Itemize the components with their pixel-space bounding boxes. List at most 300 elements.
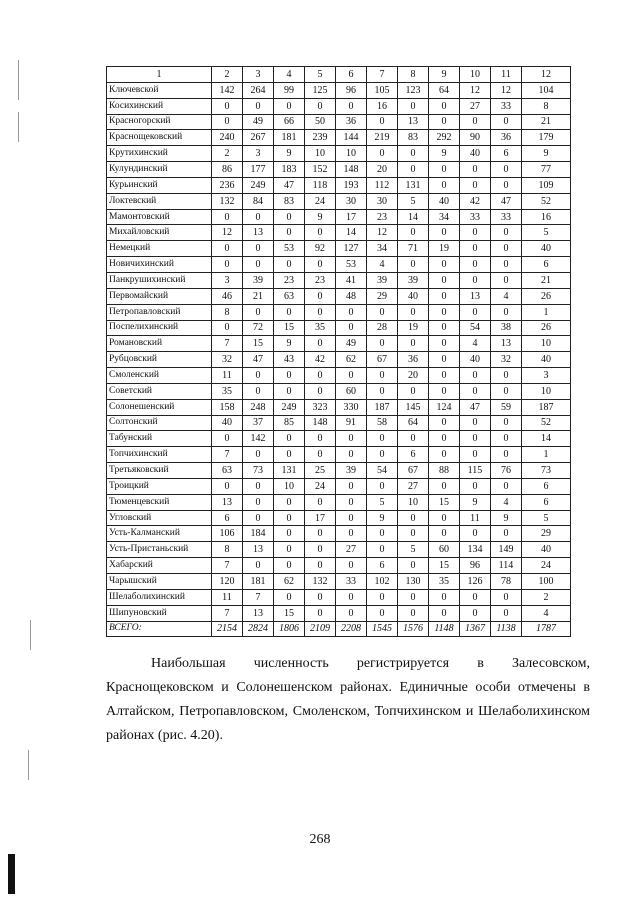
- count-cell: 0: [398, 383, 429, 399]
- count-cell: 12: [367, 225, 398, 241]
- count-cell: 0: [243, 209, 274, 225]
- district-name: Романовский: [107, 336, 212, 352]
- district-name: Хабарский: [107, 558, 212, 574]
- table-row: [107, 336, 571, 352]
- table-row: [107, 162, 571, 178]
- count-cell: 91: [336, 415, 367, 431]
- count-cell: 0: [491, 447, 522, 463]
- count-cell: 0: [460, 605, 491, 621]
- count-cell: 0: [305, 605, 336, 621]
- count-cell: 0: [460, 368, 491, 384]
- table-row: [107, 114, 571, 130]
- count-cell: 84: [243, 193, 274, 209]
- count-cell: 40: [460, 146, 491, 162]
- count-cell: 127: [336, 241, 367, 257]
- count-cell: 26: [522, 288, 571, 304]
- count-cell: 13: [243, 605, 274, 621]
- count-cell: 1: [522, 304, 571, 320]
- table-row: [107, 399, 571, 415]
- scan-margin-mark: [18, 112, 19, 142]
- count-cell: 10: [522, 336, 571, 352]
- count-cell: 134: [460, 542, 491, 558]
- count-cell: 0: [429, 368, 460, 384]
- count-cell: 0: [460, 383, 491, 399]
- count-cell: 49: [243, 114, 274, 130]
- count-cell: 60: [429, 542, 460, 558]
- count-cell: 9: [305, 209, 336, 225]
- scan-margin-mark: [18, 60, 19, 100]
- count-cell: 0: [491, 415, 522, 431]
- scan-margin-mark: [30, 620, 31, 650]
- count-cell: 90: [460, 130, 491, 146]
- count-cell: 6: [367, 558, 398, 574]
- count-cell: 49: [336, 336, 367, 352]
- count-cell: 39: [398, 272, 429, 288]
- count-cell: 0: [336, 510, 367, 526]
- count-cell: 6: [522, 478, 571, 494]
- table-row: [107, 193, 571, 209]
- count-cell: 0: [336, 368, 367, 384]
- table-row: [107, 304, 571, 320]
- count-cell: 23: [274, 272, 305, 288]
- count-cell: 0: [274, 510, 305, 526]
- count-cell: 0: [460, 241, 491, 257]
- count-cell: 4: [367, 257, 398, 273]
- count-cell: 0: [429, 383, 460, 399]
- district-name: Немецкий: [107, 241, 212, 257]
- count-cell: 0: [274, 225, 305, 241]
- table-row: [107, 368, 571, 384]
- count-cell: 4: [460, 336, 491, 352]
- count-cell: 43: [274, 352, 305, 368]
- column-number: 2: [212, 67, 243, 83]
- count-cell: 3: [522, 368, 571, 384]
- count-cell: 20: [367, 162, 398, 178]
- count-cell: 267: [243, 130, 274, 146]
- count-cell: 9: [274, 336, 305, 352]
- count-cell: 0: [460, 478, 491, 494]
- total-cell: 2154: [212, 621, 243, 637]
- count-cell: 7: [212, 558, 243, 574]
- count-cell: 21: [522, 114, 571, 130]
- table-row: [107, 463, 571, 479]
- count-cell: 85: [274, 415, 305, 431]
- count-cell: 15: [274, 605, 305, 621]
- count-cell: 323: [305, 399, 336, 415]
- count-cell: 39: [367, 272, 398, 288]
- count-cell: 24: [522, 558, 571, 574]
- count-cell: 21: [243, 288, 274, 304]
- count-cell: 0: [491, 304, 522, 320]
- count-cell: 0: [367, 605, 398, 621]
- count-cell: 0: [305, 542, 336, 558]
- count-cell: 14: [336, 225, 367, 241]
- count-cell: 0: [491, 225, 522, 241]
- count-cell: 0: [491, 368, 522, 384]
- count-cell: 12: [491, 82, 522, 98]
- count-cell: 0: [305, 558, 336, 574]
- count-cell: 0: [367, 336, 398, 352]
- count-cell: 34: [367, 241, 398, 257]
- total-cell: 1787: [522, 621, 571, 637]
- count-cell: 0: [460, 225, 491, 241]
- column-number: 11: [491, 67, 522, 83]
- total-cell: 1148: [429, 621, 460, 637]
- count-cell: 15: [429, 558, 460, 574]
- district-name: Первомайский: [107, 288, 212, 304]
- count-cell: 13: [491, 336, 522, 352]
- district-name: Троицкий: [107, 478, 212, 494]
- table-row: [107, 257, 571, 273]
- count-cell: 0: [429, 162, 460, 178]
- count-cell: 4: [491, 494, 522, 510]
- total-cell: 2109: [305, 621, 336, 637]
- table-row: [107, 209, 571, 225]
- count-cell: 83: [274, 193, 305, 209]
- count-cell: 59: [491, 399, 522, 415]
- count-cell: 13: [398, 114, 429, 130]
- count-cell: 13: [212, 494, 243, 510]
- district-name: Мамонтовский: [107, 209, 212, 225]
- count-cell: 0: [429, 352, 460, 368]
- count-cell: 0: [429, 526, 460, 542]
- count-cell: 0: [429, 478, 460, 494]
- table-row: [107, 431, 571, 447]
- count-cell: 17: [336, 209, 367, 225]
- count-cell: 27: [336, 542, 367, 558]
- count-cell: 0: [243, 447, 274, 463]
- count-cell: 0: [460, 177, 491, 193]
- count-cell: 264: [243, 82, 274, 98]
- count-cell: 0: [367, 368, 398, 384]
- count-cell: 10: [305, 146, 336, 162]
- count-cell: 0: [305, 98, 336, 114]
- count-cell: 0: [305, 257, 336, 273]
- count-cell: 9: [460, 494, 491, 510]
- district-name: Кулундинский: [107, 162, 212, 178]
- count-cell: 4: [522, 605, 571, 621]
- count-cell: 36: [336, 114, 367, 130]
- count-cell: 142: [243, 431, 274, 447]
- count-cell: 40: [398, 288, 429, 304]
- count-cell: 0: [243, 558, 274, 574]
- count-cell: 0: [398, 336, 429, 352]
- count-cell: 5: [398, 542, 429, 558]
- count-cell: 0: [274, 257, 305, 273]
- count-cell: 1: [522, 447, 571, 463]
- district-name: Ключевской: [107, 82, 212, 98]
- total-cell: 1545: [367, 621, 398, 637]
- count-cell: 0: [274, 447, 305, 463]
- count-cell: 16: [367, 98, 398, 114]
- district-name: Петропавловский: [107, 304, 212, 320]
- count-cell: 33: [491, 209, 522, 225]
- count-cell: 0: [305, 494, 336, 510]
- count-cell: 125: [305, 82, 336, 98]
- count-cell: 33: [491, 98, 522, 114]
- count-cell: 77: [522, 162, 571, 178]
- table-row: [107, 177, 571, 193]
- count-cell: 100: [522, 574, 571, 590]
- count-cell: 148: [305, 415, 336, 431]
- count-cell: 0: [491, 383, 522, 399]
- count-cell: 34: [429, 209, 460, 225]
- count-cell: 187: [522, 399, 571, 415]
- count-cell: 0: [336, 431, 367, 447]
- count-cell: 9: [491, 510, 522, 526]
- count-cell: 58: [367, 415, 398, 431]
- count-cell: 0: [398, 558, 429, 574]
- count-cell: 96: [460, 558, 491, 574]
- count-cell: 6: [398, 447, 429, 463]
- count-cell: 104: [522, 82, 571, 98]
- count-cell: 0: [429, 415, 460, 431]
- count-cell: 62: [274, 574, 305, 590]
- scan-edge-bar: [8, 854, 15, 894]
- count-cell: 21: [522, 272, 571, 288]
- count-cell: 33: [336, 574, 367, 590]
- count-cell: 240: [212, 130, 243, 146]
- count-cell: 219: [367, 130, 398, 146]
- count-cell: 83: [398, 130, 429, 146]
- count-cell: 12: [460, 82, 491, 98]
- count-cell: 0: [491, 589, 522, 605]
- count-cell: 0: [243, 98, 274, 114]
- count-cell: 0: [429, 431, 460, 447]
- count-cell: 131: [398, 177, 429, 193]
- count-cell: 0: [429, 225, 460, 241]
- count-cell: 14: [522, 431, 571, 447]
- count-cell: 19: [398, 320, 429, 336]
- count-cell: 0: [429, 114, 460, 130]
- table-row: [107, 526, 571, 542]
- count-cell: 52: [522, 415, 571, 431]
- count-cell: 0: [367, 114, 398, 130]
- count-cell: 36: [398, 352, 429, 368]
- count-cell: 7: [243, 589, 274, 605]
- count-cell: 0: [429, 288, 460, 304]
- table-row: [107, 272, 571, 288]
- count-cell: 0: [212, 241, 243, 257]
- count-cell: 0: [367, 146, 398, 162]
- district-name: Смоленский: [107, 368, 212, 384]
- column-number: 10: [460, 67, 491, 83]
- body-paragraph: Наибольшая численность регистрируется в Залесовском, Краснощековском и Солонешенском районах. Единичные особи отмечены в Алтайском, Петропавловском, Смоленском, Топчихинском и Шелаболихинском районах (рис. 4.20).: [106, 656, 590, 743]
- count-cell: 96: [336, 82, 367, 98]
- count-cell: 0: [460, 589, 491, 605]
- count-cell: 0: [398, 162, 429, 178]
- count-cell: 6: [212, 510, 243, 526]
- count-cell: 0: [398, 431, 429, 447]
- count-cell: 16: [522, 209, 571, 225]
- count-cell: 0: [274, 558, 305, 574]
- count-cell: 35: [305, 320, 336, 336]
- count-cell: 0: [460, 304, 491, 320]
- total-cell: 1367: [460, 621, 491, 637]
- count-cell: 0: [305, 526, 336, 542]
- district-name: Красногорский: [107, 114, 212, 130]
- count-cell: 0: [336, 447, 367, 463]
- column-number: 4: [274, 67, 305, 83]
- count-cell: 11: [460, 510, 491, 526]
- count-cell: 9: [522, 146, 571, 162]
- count-cell: 50: [305, 114, 336, 130]
- count-cell: 0: [491, 177, 522, 193]
- count-cell: 0: [336, 320, 367, 336]
- count-cell: 24: [305, 478, 336, 494]
- district-name: Усть-Пристаньский: [107, 542, 212, 558]
- table-row: [107, 98, 571, 114]
- column-number: 3: [243, 67, 274, 83]
- count-cell: 0: [336, 478, 367, 494]
- table-row: [107, 320, 571, 336]
- table-row: [107, 447, 571, 463]
- count-cell: 124: [429, 399, 460, 415]
- count-cell: 67: [367, 352, 398, 368]
- count-cell: 145: [398, 399, 429, 415]
- count-cell: 0: [274, 304, 305, 320]
- count-cell: 7: [212, 336, 243, 352]
- count-cell: 64: [429, 82, 460, 98]
- table-row: [107, 542, 571, 558]
- count-cell: 60: [336, 383, 367, 399]
- count-cell: 40: [429, 193, 460, 209]
- district-name: Крутихинский: [107, 146, 212, 162]
- count-cell: 292: [429, 130, 460, 146]
- count-cell: 330: [336, 399, 367, 415]
- column-number: 7: [367, 67, 398, 83]
- count-cell: 0: [367, 589, 398, 605]
- count-cell: 0: [274, 431, 305, 447]
- district-name: Краснощековский: [107, 130, 212, 146]
- count-cell: 26: [522, 320, 571, 336]
- count-cell: 17: [305, 510, 336, 526]
- count-cell: 181: [243, 574, 274, 590]
- count-cell: 0: [274, 526, 305, 542]
- count-cell: 112: [367, 177, 398, 193]
- count-cell: 53: [336, 257, 367, 273]
- count-cell: 236: [212, 177, 243, 193]
- table-row: [107, 558, 571, 574]
- count-cell: 0: [491, 478, 522, 494]
- count-cell: 33: [460, 209, 491, 225]
- count-cell: 0: [429, 320, 460, 336]
- table-row: [107, 241, 571, 257]
- count-cell: 0: [274, 542, 305, 558]
- count-cell: 0: [305, 225, 336, 241]
- count-cell: 47: [274, 177, 305, 193]
- table-row: [107, 574, 571, 590]
- district-name: Михайловский: [107, 225, 212, 241]
- column-number: 6: [336, 67, 367, 83]
- count-cell: 0: [367, 383, 398, 399]
- table-row: [107, 225, 571, 241]
- header-row: [107, 67, 571, 83]
- count-cell: 37: [243, 415, 274, 431]
- count-cell: 30: [336, 193, 367, 209]
- count-cell: 0: [491, 162, 522, 178]
- count-cell: 24: [305, 193, 336, 209]
- count-cell: 132: [212, 193, 243, 209]
- count-cell: 41: [336, 272, 367, 288]
- count-cell: 48: [336, 288, 367, 304]
- count-cell: 11: [212, 589, 243, 605]
- count-cell: 15: [243, 336, 274, 352]
- count-cell: 47: [491, 193, 522, 209]
- count-cell: 0: [491, 257, 522, 273]
- district-name: Топчихинский: [107, 447, 212, 463]
- count-cell: 0: [429, 272, 460, 288]
- count-cell: 0: [429, 447, 460, 463]
- count-cell: 23: [305, 272, 336, 288]
- count-cell: 0: [243, 478, 274, 494]
- count-cell: 0: [274, 494, 305, 510]
- count-cell: 5: [522, 510, 571, 526]
- count-cell: 64: [398, 415, 429, 431]
- district-name: Табунский: [107, 431, 212, 447]
- count-cell: 0: [429, 98, 460, 114]
- count-cell: 40: [522, 542, 571, 558]
- count-cell: 0: [305, 447, 336, 463]
- count-cell: 8: [212, 304, 243, 320]
- count-cell: 2: [212, 146, 243, 162]
- count-cell: 23: [367, 209, 398, 225]
- count-cell: 123: [398, 82, 429, 98]
- count-cell: 0: [491, 272, 522, 288]
- count-cell: 8: [212, 542, 243, 558]
- district-name: Усть-Калманский: [107, 526, 212, 542]
- count-cell: 20: [398, 368, 429, 384]
- count-cell: 0: [274, 98, 305, 114]
- count-cell: 106: [212, 526, 243, 542]
- count-cell: 120: [212, 574, 243, 590]
- count-cell: 32: [491, 352, 522, 368]
- count-cell: 0: [367, 447, 398, 463]
- count-cell: 9: [367, 510, 398, 526]
- count-cell: 0: [398, 526, 429, 542]
- count-cell: 0: [367, 478, 398, 494]
- count-cell: 5: [398, 193, 429, 209]
- count-cell: 7: [212, 605, 243, 621]
- count-cell: 0: [398, 605, 429, 621]
- count-cell: 38: [491, 320, 522, 336]
- count-cell: 0: [212, 98, 243, 114]
- count-cell: 5: [367, 494, 398, 510]
- count-cell: 10: [398, 494, 429, 510]
- count-cell: 10: [274, 478, 305, 494]
- count-cell: 0: [336, 304, 367, 320]
- count-cell: 115: [460, 463, 491, 479]
- count-cell: 78: [491, 574, 522, 590]
- count-cell: 14: [398, 209, 429, 225]
- district-name: Косихинский: [107, 98, 212, 114]
- count-cell: 29: [522, 526, 571, 542]
- count-cell: 86: [212, 162, 243, 178]
- count-cell: 47: [243, 352, 274, 368]
- table-body: [107, 82, 571, 637]
- count-cell: 0: [429, 336, 460, 352]
- count-cell: 0: [274, 383, 305, 399]
- count-cell: 52: [522, 193, 571, 209]
- count-cell: 6: [491, 146, 522, 162]
- total-cell: 1806: [274, 621, 305, 637]
- count-cell: 35: [212, 383, 243, 399]
- count-cell: 249: [243, 177, 274, 193]
- count-cell: 40: [522, 241, 571, 257]
- count-cell: 88: [429, 463, 460, 479]
- count-cell: 42: [460, 193, 491, 209]
- count-cell: 184: [243, 526, 274, 542]
